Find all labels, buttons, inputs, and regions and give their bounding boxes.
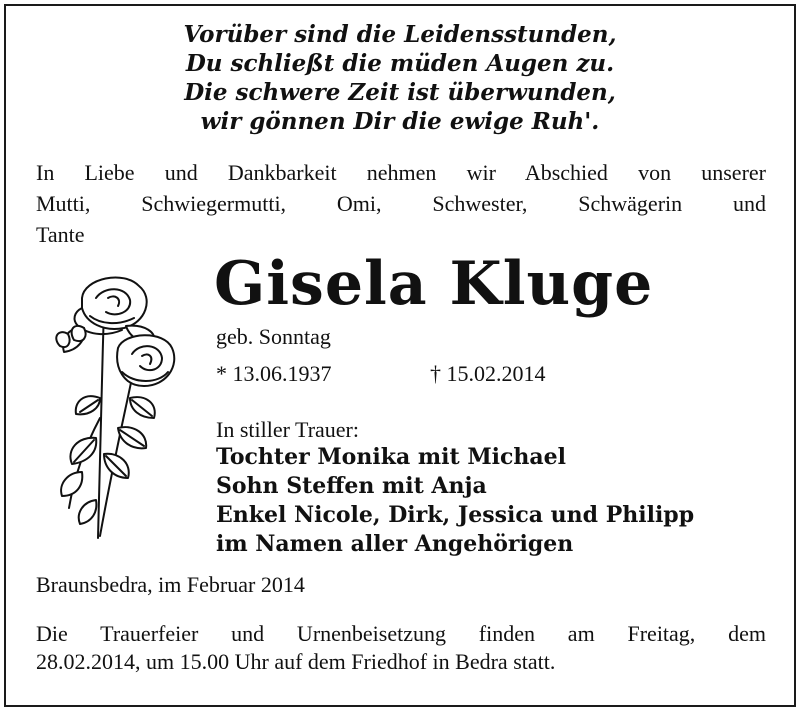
intro-text [36,157,766,250]
mourner-line: Sohn Steffen mit Anja [216,473,487,499]
poem-line: Die schwere Zeit ist überwunden, [184,79,616,106]
poem-line: Vorüber sind die Leidensstunden, [183,21,617,48]
mourner-line: Tochter Monika mit Michael [216,444,567,470]
mourner-line: im Namen aller Angehörigen [216,531,574,557]
intro-line: Mutti, Schwiegermutti, Omi, Schwester, Schwägerin und [36,191,766,216]
memorial-poem [0,20,800,136]
funeral-line: Die Trauerfeier und Urnenbeisetzung finden am Freitag, dem [36,621,766,646]
rose-icon [34,268,184,548]
funeral-info [36,620,766,676]
maiden-name: geb. Sonntag [216,324,331,349]
birth-date: * 13.06.1937 [216,361,332,386]
intro-line: In Liebe und Dankbarkeit nehmen wir Abschied von unserer [36,160,766,185]
mourning-heading: In stiller Trauer: [216,417,359,442]
intro-line: Tante [36,222,85,247]
poem-line: Du schließt die müden Augen zu. [185,50,615,77]
funeral-line: 28.02.2014, um 15.00 Uhr auf dem Friedhof in Bedra statt. [36,649,556,674]
poem-line: wir gönnen Dir die ewige Ruh'. [200,108,600,135]
place-date: Braunsbedra, im Februar 2014 [36,572,305,597]
mourner-line: Enkel Nicole, Dirk, Jessica und Philipp [216,502,695,528]
death-date: † 15.02.2014 [430,361,546,386]
deceased-name: Gisela Kluge [214,249,654,319]
mourners-list [216,443,694,559]
